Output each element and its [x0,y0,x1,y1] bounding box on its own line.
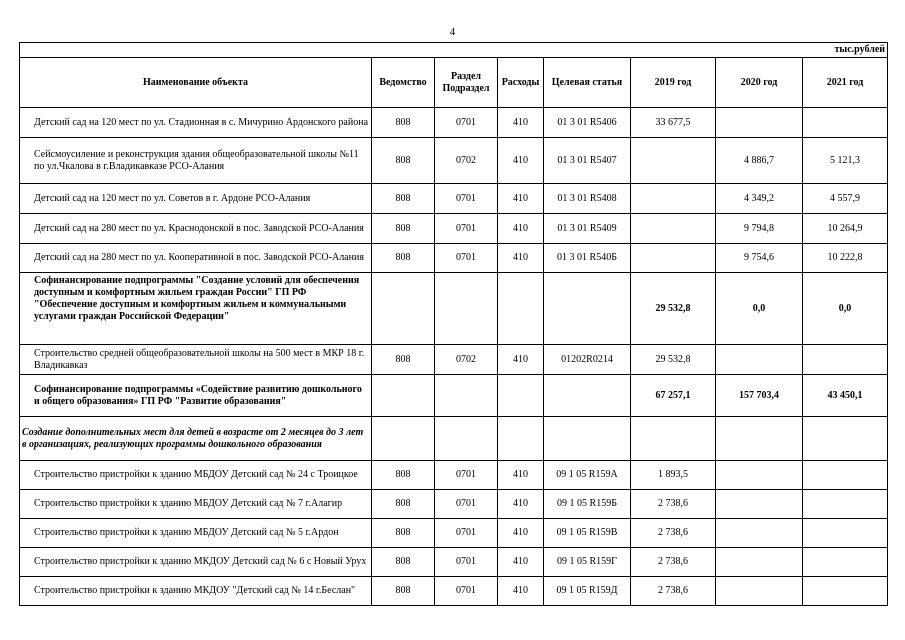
cell-target [544,417,631,461]
cell-2021 [803,548,888,577]
cell-dept: 808 [372,548,435,577]
cell-dept [372,375,435,417]
table-row [20,548,888,577]
cofinancing-name: Софинансирование подпрограммы "Создание условий для обеспечения доступным и комфортным жильем граждан России" ГП РФ "Обеспечение доступным и комфортным жильем и коммунальными услугами граждан Российской Федерации" [20,273,372,345]
cell-name: Детский сад на 120 мест по ул. Стадионная в с. Мичурино Ардонского района [20,108,372,138]
cell-section: 0702 [435,138,498,184]
cell-section: 0701 [435,244,498,273]
cell-expense: 410 [498,577,544,606]
cell-name: Сейсмоусиление и реконструкция здания общеобразовательной школы №11 по ул.Чкалова в г.Владикавказе РСО-Алания [20,138,372,184]
cell-expense: 410 [498,138,544,184]
cell-expense: 410 [498,548,544,577]
cell-dept: 808 [372,138,435,184]
cofinancing-2019: 29 532,8 [631,273,716,345]
cell-2019: 33 677,5 [631,108,716,138]
cofinancing-2020: 0,0 [716,273,803,345]
table-row [20,519,888,548]
cell-2020 [716,461,803,490]
page-number: 4 [449,26,456,38]
table-row [20,138,888,184]
table-row [20,577,888,606]
cell-section: 0701 [435,461,498,490]
header-2019: 2019 год [631,58,716,108]
unit-row [20,43,888,58]
cell-target: 01 3 01 R540Б [544,244,631,273]
cell-dept: 808 [372,108,435,138]
cofinancing-2021: 0,0 [803,273,888,345]
cell-2021: 10 222,8 [803,244,888,273]
header-expense: Расходы [498,58,544,108]
cofinancing-2021: 43 450,1 [803,375,888,417]
cell-dept: 808 [372,345,435,375]
cell-2019: 2 738,6 [631,548,716,577]
cell-dept: 808 [372,244,435,273]
cell-2021: 10 264,9 [803,214,888,244]
cell-dept [372,417,435,461]
cell-expense: 410 [498,244,544,273]
cofinancing-name: Софинансирование подпрограммы «Содействие развитию дошкольного и общего образования» ГП РФ "Развитие образования" [20,375,372,417]
cell-2020 [716,417,803,461]
cell-target: 09 1 05 R159Г [544,548,631,577]
table-row [20,244,888,273]
cell-2019: 2 738,6 [631,577,716,606]
cell-expense: 410 [498,345,544,375]
cell-2019: 1 893,5 [631,461,716,490]
cell-name: Строительство средней общеобразовательной школы на 500 мест в МКР 18 г. Владикавказ [20,345,372,375]
cofinancing-row [20,375,888,417]
cell-2020 [716,345,803,375]
cell-target: 09 1 05 R159А [544,461,631,490]
cell-2019: 29 532,8 [631,345,716,375]
cell-target: 01 3 01 R5408 [544,184,631,214]
cell-2020 [716,577,803,606]
cofinancing-2019: 67 257,1 [631,375,716,417]
cell-dept [372,273,435,345]
header-row [20,58,888,108]
cell-section: 0701 [435,108,498,138]
cofinancing-row [20,273,888,345]
cell-2021: 4 557,9 [803,184,888,214]
cell-section [435,375,498,417]
cell-dept: 808 [372,461,435,490]
cell-2021 [803,519,888,548]
cofinancing-2020: 157 703,4 [716,375,803,417]
header-dept: Ведомство [372,58,435,108]
cell-target [544,273,631,345]
cell-2020 [716,548,803,577]
cell-2019: 2 738,6 [631,519,716,548]
cell-2019 [631,138,716,184]
cell-expense: 410 [498,490,544,519]
cell-name: Строительство пристройки к зданию МКДОУ "Детский сад № 14 г.Беслан" [20,577,372,606]
section-title: Создание дополнительных мест для детей в возрасте от 2 месяцев до 3 лет в организациях, реализующих программы дошкольного образования [20,417,372,461]
cell-expense: 410 [498,214,544,244]
cell-section: 0701 [435,214,498,244]
cell-name: Строительство пристройки к зданию МБДОУ Детский сад № 24 с Троицкое [20,461,372,490]
cell-section: 0701 [435,577,498,606]
cell-2021 [803,345,888,375]
cell-2019 [631,417,716,461]
header-2021: 2021 год [803,58,888,108]
cell-expense: 410 [498,184,544,214]
cell-target: 09 1 05 R159В [544,519,631,548]
cell-section: 0701 [435,548,498,577]
cell-2020 [716,108,803,138]
cell-section: 0702 [435,345,498,375]
cell-2021 [803,490,888,519]
budget-table [19,42,888,606]
cell-target: 01 3 01 R5409 [544,214,631,244]
cell-target: 09 1 05 R159Д [544,577,631,606]
cell-target: 09 1 05 R159Б [544,490,631,519]
table-row [20,214,888,244]
cell-2021 [803,577,888,606]
cell-2020 [716,519,803,548]
header-section: Раздел Подраздел [435,58,498,108]
cell-name: Детский сад на 120 мест по ул. Советов в г. Ардоне РСО-Алания [20,184,372,214]
table-row [20,490,888,519]
cell-dept: 808 [372,184,435,214]
cell-name: Строительство пристройки к зданию МБДОУ Детский сад № 5 г.Ардон [20,519,372,548]
cell-dept: 808 [372,214,435,244]
unit-label: тыс.рублей [20,43,888,58]
cell-target: 01 3 01 R5407 [544,138,631,184]
cell-name: Строительство пристройки к зданию МБДОУ Детский сад № 7 г.Алагир [20,490,372,519]
cell-dept: 808 [372,577,435,606]
cell-2019 [631,214,716,244]
cell-2020: 4 349,2 [716,184,803,214]
cell-name: Детский сад на 280 мест по ул. Краснодонской в пос. Заводской РСО-Алания [20,214,372,244]
table-row [20,184,888,214]
table-row [20,345,888,375]
cell-2019 [631,184,716,214]
cell-2020: 9 754,6 [716,244,803,273]
cell-expense: 410 [498,461,544,490]
cell-dept: 808 [372,519,435,548]
cell-target: 01 3 01 R5406 [544,108,631,138]
cell-target [544,375,631,417]
cell-dept: 808 [372,490,435,519]
cell-2020: 4 886,7 [716,138,803,184]
cell-2019 [631,244,716,273]
cell-2020: 9 794,8 [716,214,803,244]
cell-expense [498,375,544,417]
cell-2019: 2 738,6 [631,490,716,519]
cell-expense [498,273,544,345]
cell-2021 [803,461,888,490]
cell-section [435,273,498,345]
table-row [20,461,888,490]
cell-section: 0701 [435,490,498,519]
cell-expense: 410 [498,519,544,548]
cell-section: 0701 [435,184,498,214]
table-row [20,108,888,138]
cell-section: 0701 [435,519,498,548]
header-2020: 2020 год [716,58,803,108]
header-name: Наименование объекта [20,58,372,108]
cell-section [435,417,498,461]
cell-target: 01202R0214 [544,345,631,375]
section-row [20,417,888,461]
cell-2021 [803,417,888,461]
cell-name: Детский сад на 280 мест по ул. Кооперативной в пос. Заводской РСО-Алания [20,244,372,273]
header-target: Целевая статья [544,58,631,108]
cell-2020 [716,490,803,519]
cell-expense [498,417,544,461]
cell-name: Строительство пристройки к зданию МКДОУ Детский сад № 6 с Новый Урух [20,548,372,577]
cell-2021: 5 121,3 [803,138,888,184]
cell-2021 [803,108,888,138]
cell-expense: 410 [498,108,544,138]
